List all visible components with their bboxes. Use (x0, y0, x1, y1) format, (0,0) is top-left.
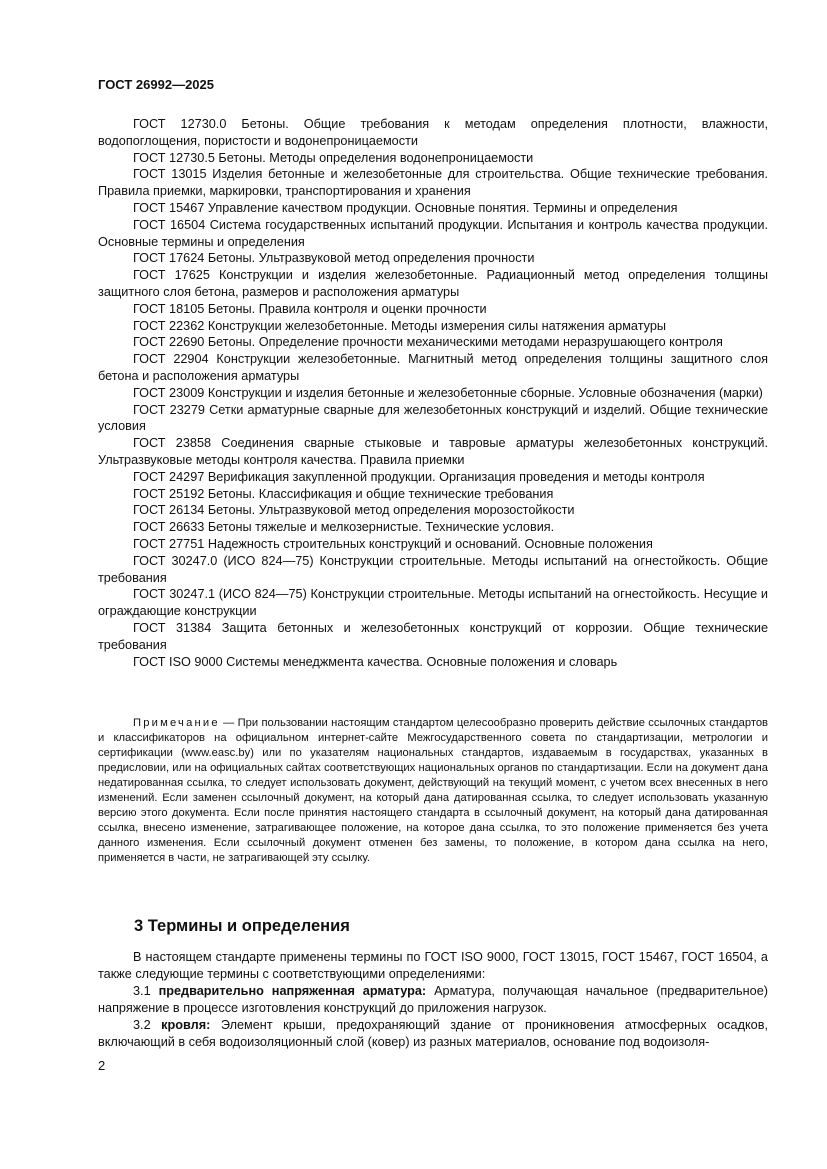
reference-item: ГОСТ 16504 Система государственных испытаний продукции. Испытания и контроль качества продукции. Основные термины и определения (98, 217, 768, 249)
term-name: предварительно напряженная арматура: (158, 984, 427, 998)
note-text: — При пользовании настоящим стандартом целесообразно проверить действие ссылочных стандартов и классификаторов на официальном интернет-сайте Межгосударственного совета по стандартизации, метрологии и сертификации (www.easc.by) или по указателям национальных стандартов, издаваемым в государствах, указанных в предисловии, или на официальных сайтах соответствующих национальных органов по стандартизации. Если на документ дана недатированная ссылка, то следует использовать документ, действующий на текущий момент, с учетом всех внесенных в него изменений. Если заменен ссылочный документ, на который дана датированная ссылка, то следует использовать указанную версию этого документа. Если после принятия настоящего стандарта в ссылочный документ, на который дана датированная ссылка, внесено изменение, затрагивающее положение, на которое дана ссылка, то это положение применяется без учета данного изменения. Если ссылочный документ отменен без замены, то положение, в котором дана ссылка на него, применяется в части, не затрагивающей эту ссылку. (98, 717, 768, 865)
reference-item: ГОСТ 30247.1 (ИСО 824—75) Конструкции строительные. Методы испытаний на огнестойкость. Несущие и ограждающие конструкции (98, 587, 768, 619)
reference-item: ГОСТ 15467 Управление качеством продукции. Основные понятия. Термины и определения (133, 200, 678, 215)
reference-item: ГОСТ 24297 Верификация закупленной продукции. Организация проведения и методы контроля (133, 469, 705, 484)
term-number: 3.1 (133, 984, 159, 998)
reference-item: ГОСТ 30247.0 (ИСО 824—75) Конструкции строительные. Методы испытаний на огнестойкость. Общие требования (98, 553, 768, 585)
reference-item: ГОСТ 13015 Изделия бетонные и железобетонные для строительства. Общие технические требования. Правила приемки, маркировки, транспортирования и хранения (98, 167, 768, 199)
note-label: Примечание (133, 717, 220, 729)
reference-item: ГОСТ 23009 Конструкции и изделия бетонные и железобетонные сборные. Условные обозначения (марки) (133, 385, 763, 400)
section-body (98, 949, 768, 1051)
section-title: 3 Термины и определения (134, 917, 350, 935)
reference-item: ГОСТ 22904 Конструкции железобетонные. Магнитный метод определения толщины защитного слоя бетона и расположения арматуры (98, 352, 768, 383)
reference-item: ГОСТ 18105 Бетоны. Правила контроля и оценки прочности (133, 301, 487, 316)
term-entry (98, 1017, 768, 1051)
reference-item: ГОСТ 23858 Соединения сварные стыковые и тавровые арматуры железобетонных конструкций. Ультразвуковые методы контроля качества. Правила приемки (98, 436, 768, 467)
page-number: 2 (98, 1058, 106, 1073)
reference-item: ГОСТ 23279 Сетки арматурные сварные для железобетонных конструкций и изделий. Общие технические условия (98, 402, 768, 434)
reference-item: ГОСТ 17624 Бетоны. Ультразвуковой метод определения прочности (133, 251, 535, 266)
document-header: ГОСТ 26992—2025 (98, 77, 214, 92)
term-definition: Арматура, получающая начальное (предварительное) напряжение в процессе изготовления конструкций до приложения нагрузок. (98, 984, 768, 1015)
normative-references-list (98, 116, 768, 670)
reference-item: ГОСТ 22690 Бетоны. Определение прочности механическими методами неразрушающего контроля (133, 335, 723, 350)
reference-item: ГОСТ 25192 Бетоны. Классификация и общие технические требования (133, 486, 554, 501)
reference-note (98, 716, 768, 866)
reference-item: ГОСТ ISO 9000 Системы менеджмента качества. Основные положения и словарь (133, 654, 618, 669)
reference-item: ГОСТ 26134 Бетоны. Ультразвуковой метод определения морозостойкости (133, 503, 575, 518)
section-intro: В настоящем стандарте применены термины по ГОСТ ISO 9000, ГОСТ 13015, ГОСТ 15467, ГОСТ 16504, а также следующие термины с соответствующими определениями: (98, 950, 768, 981)
reference-item: ГОСТ 22362 Конструкции железобетонные. Методы измерения силы натяжения арматуры (133, 318, 667, 333)
reference-item: ГОСТ 12730.0 Бетоны. Общие требования к методам определения плотности, влажности, водопоглощения, пористости и водонепроницаемости (98, 117, 768, 148)
reference-item: ГОСТ 31384 Защита бетонных и железобетонных конструкций от коррозии. Общие технические требования (98, 620, 768, 652)
term-number: 3.2 (133, 1018, 162, 1032)
reference-item: ГОСТ 26633 Бетоны тяжелые и мелкозернистые. Технические условия. (133, 520, 555, 535)
reference-item: ГОСТ 12730.5 Бетоны. Методы определения водонепроницаемости (133, 150, 534, 165)
reference-item: ГОСТ 17625 Конструкции и изделия железобетонные. Радиационный метод определения толщины защитного слоя бетона, размеров и расположения арматуры (98, 268, 768, 299)
term-entry (98, 983, 768, 1017)
reference-item: ГОСТ 27751 Надежность строительных конструкций и оснований. Основные положения (133, 536, 653, 551)
term-name: кровля: (161, 1018, 211, 1032)
term-definition: Элемент крыши, предохраняющий здание от проникновения атмосферных осадков, включающий в себя водоизоляционный слой (ковер) из разных материалов, основание под водоизоля- (98, 1018, 768, 1049)
